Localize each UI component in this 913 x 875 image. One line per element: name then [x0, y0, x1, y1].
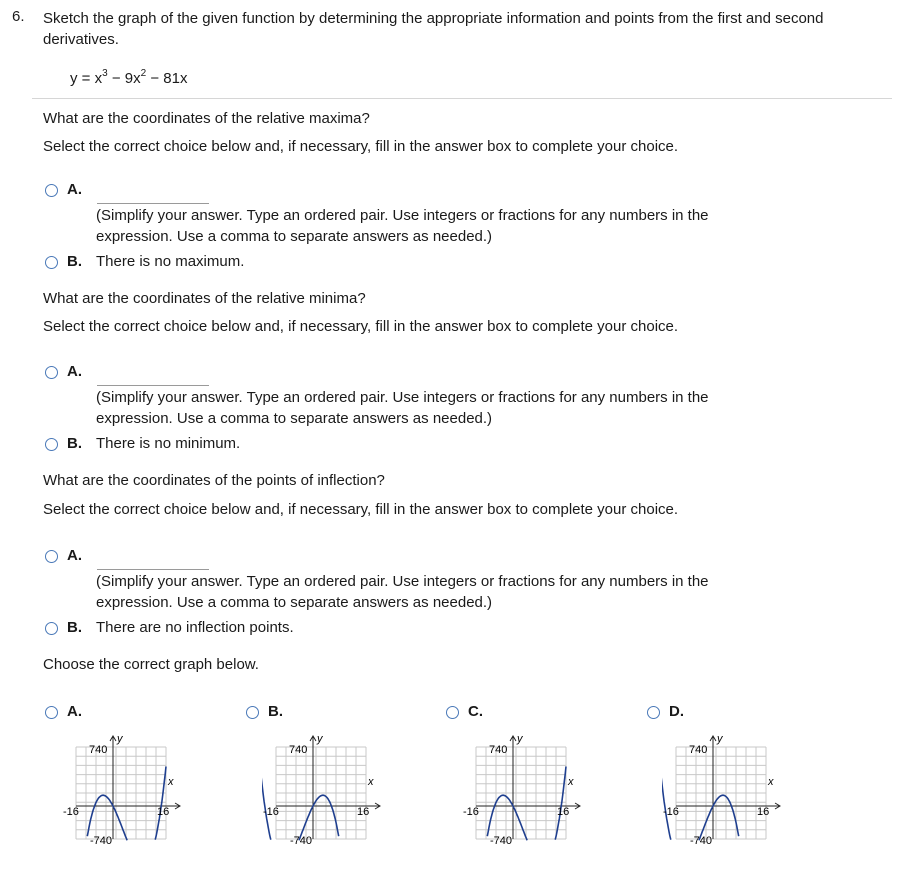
inflection-note: (Simplify your answer. Type an ordered pair. Use integers or fractions for any numbers in the expression. Use a comma to separate answers as needed.): [96, 573, 709, 611]
graph-b-y-axis: [310, 736, 316, 839]
minima-option-a-radio[interactable]: [45, 366, 58, 379]
graph-d-xleft-label: -16: [663, 806, 679, 818]
graph-option-d-radio[interactable]: [647, 706, 660, 719]
graph-d-grid: [676, 747, 766, 839]
inflection-instruction: Select the correct choice below and, if necessary, fill in the answer box to complete your choice.: [43, 501, 679, 518]
graph-c-xleft-label: -16: [463, 806, 479, 818]
graph-option-b-label: B.: [268, 703, 283, 720]
graph-b-xright-label: 16: [357, 806, 370, 818]
graph-a-xleft-label: -16: [63, 806, 79, 818]
inflection-option-b-text: There are no inflection points.: [96, 619, 294, 636]
minima-option-b-radio[interactable]: [45, 438, 58, 451]
inflection-option-a-label: A.: [67, 547, 82, 564]
graph-option-c-label: C.: [468, 703, 483, 720]
graph-d-svg: [662, 733, 782, 853]
function-expression: [70, 70, 187, 87]
function-prefix: y = x: [70, 70, 103, 87]
graph-b-y-axis-label: y: [317, 733, 323, 745]
inflection-option-b-radio[interactable]: [45, 622, 58, 635]
minima-note: (Simplify your answer. Type an ordered pair. Use integers or fractions for any numbers in the expression. Use a comma to separate answers as needed.): [96, 389, 709, 427]
inflection-answer-box[interactable]: [97, 569, 209, 570]
graph-a-x-axis-label: x: [168, 776, 174, 788]
minima-option-a-label: A.: [67, 363, 82, 380]
graph-b[interactable]: [262, 733, 382, 853]
minima-question: What are the coordinates of the relative minima?: [43, 290, 366, 307]
graph-a-xright-label: 16: [157, 806, 170, 818]
graph-a-ybot-label: -740: [90, 835, 113, 847]
graph-c-x-axis-label: x: [568, 776, 574, 788]
graph-b-xleft-label: -16: [263, 806, 279, 818]
inflection-option-a-radio[interactable]: [45, 550, 58, 563]
question-prompt: Sketch the graph of the given function by determining the appropriate information and points from the first and second derivatives.: [43, 10, 824, 48]
function-suffix: − 81x: [146, 70, 188, 87]
graph-c-ybot-label: -740: [490, 835, 513, 847]
graph-option-d-label: D.: [669, 703, 684, 720]
graph-a-y-axis: [110, 736, 116, 839]
graph-question: Choose the correct graph below.: [43, 656, 259, 673]
maxima-option-a-radio[interactable]: [45, 184, 58, 197]
graph-c-ytop-label: 740: [489, 744, 508, 756]
maxima-option-a-label: A.: [67, 181, 82, 198]
graph-d-y-axis-label: y: [717, 733, 723, 745]
graph-a-curve: [87, 767, 166, 841]
function-exponent-2: 2: [140, 68, 147, 79]
minima-answer-box[interactable]: [97, 385, 209, 386]
divider: [32, 98, 892, 99]
graph-b-x-axis-label: x: [368, 776, 374, 788]
graph-b-ytop-label: 740: [289, 744, 308, 756]
graph-a[interactable]: [62, 733, 182, 853]
graph-c[interactable]: [462, 733, 582, 853]
graph-option-b-radio[interactable]: [246, 706, 259, 719]
graph-d-x-axis-label: x: [768, 776, 774, 788]
question-number: 6.: [12, 8, 25, 25]
graph-a-svg: [62, 733, 182, 853]
maxima-instruction: Select the correct choice below and, if necessary, fill in the answer box to complete your choice.: [43, 138, 679, 155]
graph-c-y-axis: [510, 736, 516, 839]
function-exponent-1: 3: [102, 68, 108, 79]
graph-a-ytop-label: 740: [89, 744, 108, 756]
inflection-question: What are the coordinates of the points of inflection?: [43, 472, 385, 489]
graph-d-y-axis: [710, 736, 716, 839]
graph-b-ybot-label: -740: [290, 835, 313, 847]
graph-c-svg: [462, 733, 582, 853]
graph-c-y-axis-label: y: [517, 733, 523, 745]
minima-instruction: Select the correct choice below and, if necessary, fill in the answer box to complete your choice.: [43, 318, 679, 335]
graph-option-c-radio[interactable]: [446, 706, 459, 719]
graph-b-svg: [262, 733, 382, 853]
maxima-question: What are the coordinates of the relative maxima?: [43, 110, 370, 127]
graph-d-ybot-label: -740: [690, 835, 713, 847]
minima-option-b-text: There is no minimum.: [96, 435, 241, 452]
graph-d-curve: [662, 767, 739, 841]
graph-b-curve: [262, 767, 339, 841]
inflection-option-b-label: B.: [67, 619, 82, 636]
maxima-option-b-radio[interactable]: [45, 256, 58, 269]
maxima-note: (Simplify your answer. Type an ordered pair. Use integers or fractions for any numbers in the expression. Use a comma to separate answers as needed.): [96, 207, 709, 245]
graph-option-a-radio[interactable]: [45, 706, 58, 719]
graph-d-ytop-label: 740: [689, 744, 708, 756]
graph-b-grid: [276, 747, 366, 839]
minima-option-b-label: B.: [67, 435, 82, 452]
maxima-option-b-label: B.: [67, 253, 82, 270]
graph-d-xright-label: 16: [757, 806, 770, 818]
function-middle: − 9x: [107, 70, 141, 87]
graph-c-xright-label: 16: [557, 806, 570, 818]
graph-d[interactable]: [662, 733, 782, 853]
graph-c-curve: [487, 767, 566, 841]
graph-a-y-axis-label: y: [117, 733, 123, 745]
maxima-answer-box[interactable]: [97, 203, 209, 204]
graph-option-a-label: A.: [67, 703, 82, 720]
maxima-option-b-text: There is no maximum.: [96, 253, 245, 270]
